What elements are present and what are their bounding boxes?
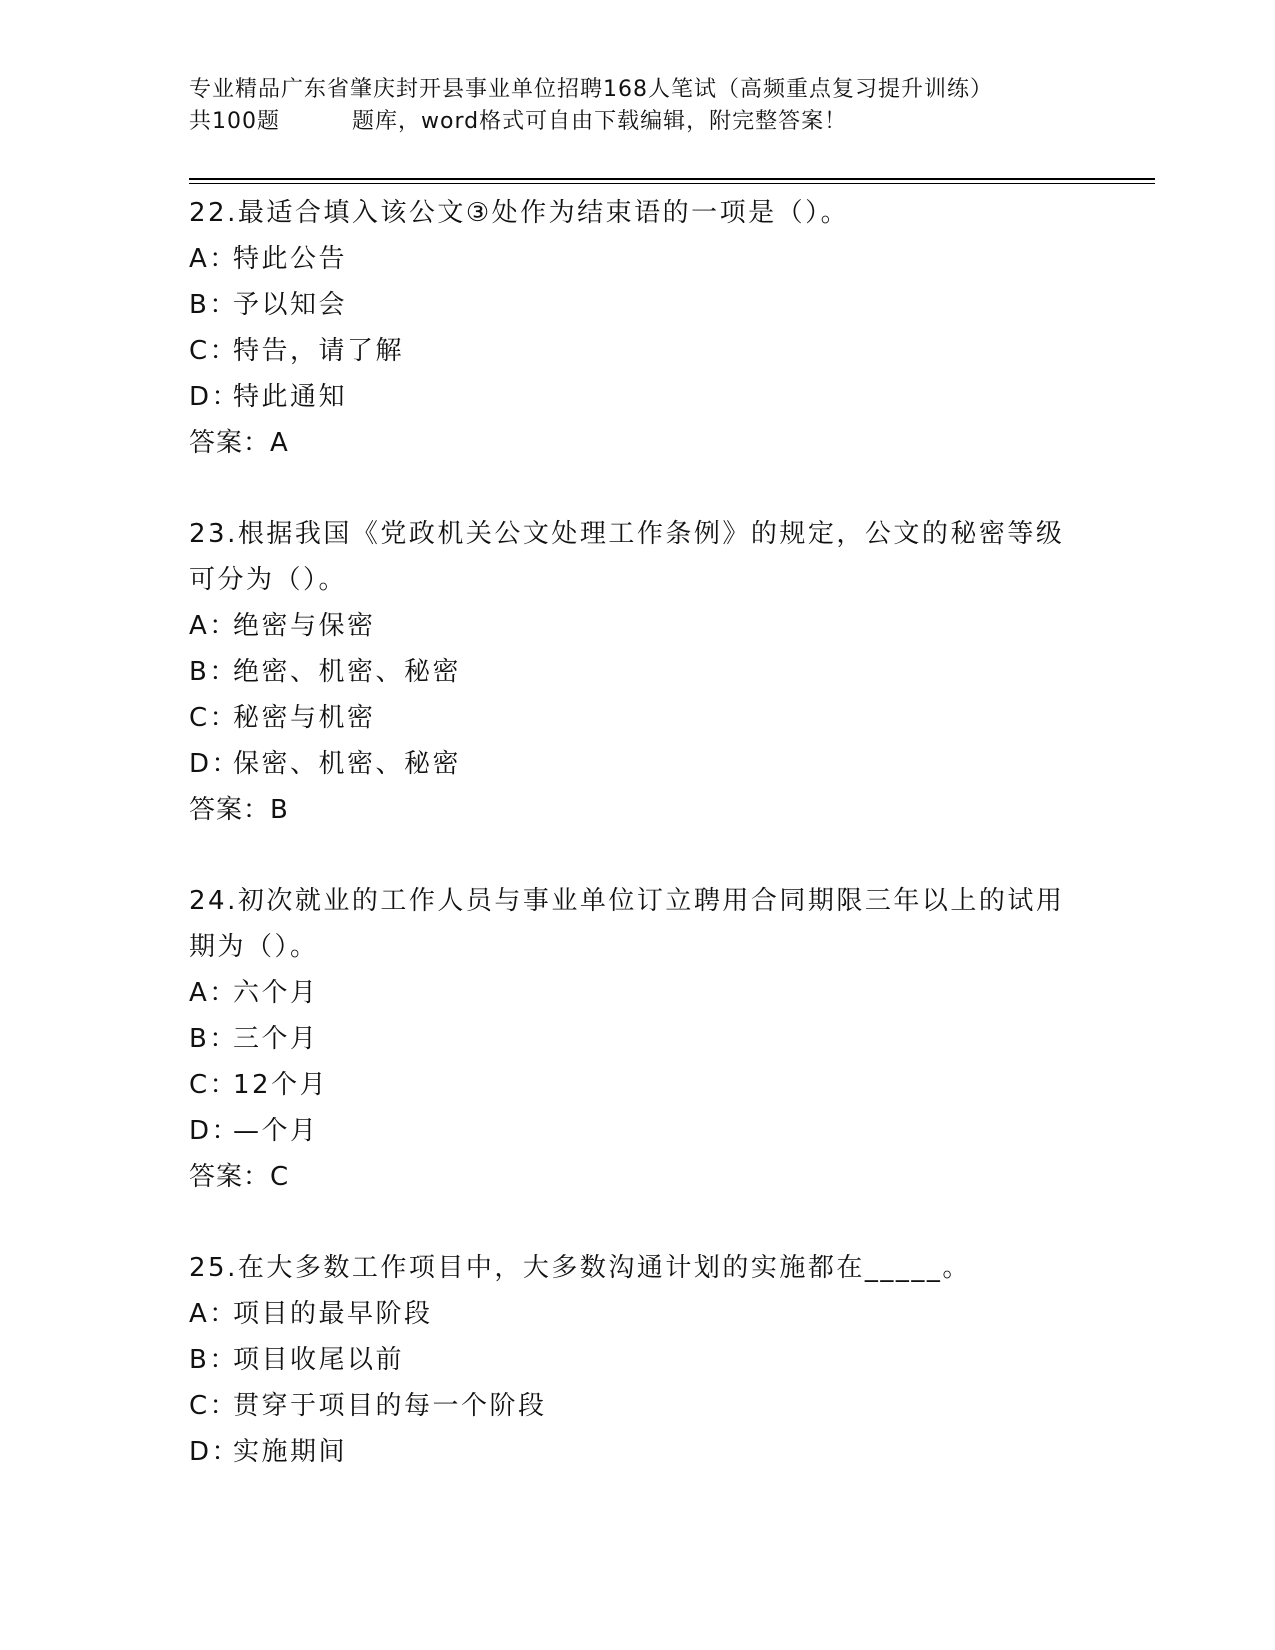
option-a: A：六个月	[189, 978, 319, 1008]
answer-text: 答案：C	[189, 1162, 290, 1192]
header-note: 题库，word格式可自由下载编辑，附完整答案！	[352, 109, 848, 134]
question-22	[189, 190, 1089, 466]
option-b: B：三个月	[189, 1024, 319, 1054]
option-b: B：予以知会	[189, 290, 348, 320]
option-c: C：秘密与机密	[189, 703, 376, 733]
header-divider-thin	[189, 183, 1155, 184]
question-25	[189, 1245, 1089, 1475]
question-23	[189, 511, 1089, 833]
question-24	[189, 878, 1089, 1200]
question-stem: 25.在大多数工作项目中，大多数沟通计划的实施都在_____。	[189, 1253, 971, 1283]
option-a: A：绝密与保密	[189, 611, 376, 641]
question-list	[189, 190, 1089, 1520]
option-a: A：特此公告	[189, 244, 348, 274]
question-stem: 24.初次就业的工作人员与事业单位订立聘用合同期限三年以上的试用期为（）。	[189, 886, 1065, 962]
header-subtitle	[189, 106, 1089, 138]
answer-text: 答案：A	[189, 428, 289, 458]
option-d: D：—个月	[189, 1116, 319, 1146]
header-count: 共100题	[189, 109, 280, 134]
option-d: D：特此通知	[189, 382, 348, 412]
option-c: C：12个月	[189, 1070, 329, 1100]
question-stem: 22.最适合填入该公文③处作为结束语的一项是（）。	[189, 198, 850, 228]
answer-text: 答案：B	[189, 795, 289, 825]
option-b: B：项目收尾以前	[189, 1345, 405, 1375]
option-a: A：项目的最早阶段	[189, 1299, 433, 1329]
option-c: C：贯穿于项目的每一个阶段	[189, 1391, 547, 1421]
option-b: B：绝密、机密、秘密	[189, 657, 462, 687]
header-title: 专业精品广东省肇庆封开县事业单位招聘168人笔试（高频重点复习提升训练）	[189, 77, 993, 102]
option-d: D：保密、机密、秘密	[189, 749, 462, 779]
option-c: C：特告，请了解	[189, 336, 405, 366]
option-d: D：实施期间	[189, 1437, 348, 1467]
document-header	[189, 74, 1089, 138]
header-divider-thick	[189, 178, 1155, 180]
question-stem: 23.根据我国《党政机关公文处理工作条例》的规定，公文的秘密等级可分为（）。	[189, 519, 1065, 595]
